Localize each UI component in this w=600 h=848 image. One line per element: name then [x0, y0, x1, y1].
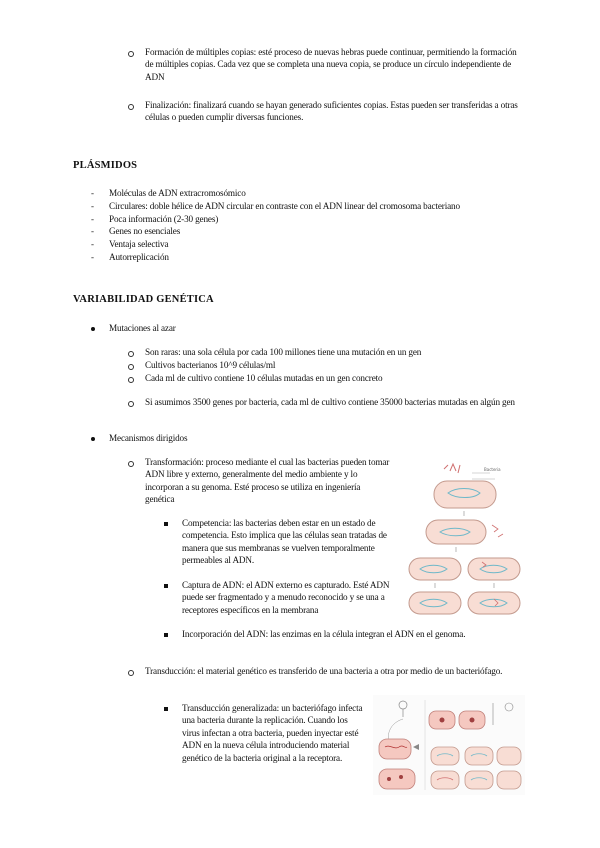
list-bullet-circle: [128, 104, 134, 110]
mutation-item: Cultivos bacterianos 10^9 células/ml: [145, 360, 276, 370]
list-bullet-dot: [91, 327, 95, 331]
plasmid-item: Moléculas de ADN extracromosómico: [109, 188, 246, 198]
transduction-figure: [373, 695, 525, 795]
list-bullet-square: [164, 522, 168, 526]
multiple-copies-paragraph: Formación de múltiples copias: esté proceso de nuevas hebras puede continuar, permitiendo la formación de múltiples copias. Cada vez que se completa una nueva copia, se produce un círculo independiente de ADN: [145, 47, 517, 82]
variability-heading: VARIABILIDAD GENÉTICA: [73, 294, 214, 305]
mutation-item: Son raras: una sola célula por cada 100 millones tiene una mutación en un gen: [145, 347, 422, 357]
list-bullet-circle: [128, 401, 134, 407]
transformation-paragraph: Transformación: proceso mediante el cual las bacterias pueden tomar ADN libre y externo, generalmente del medio ambiente y lo incorporan a su genoma. Esté proceso se utiliza en ingeniería genética: [145, 457, 390, 505]
mutation-item: Cada ml de cultivo contiene 10 células mutadas en un gen concreto: [145, 373, 383, 383]
list-bullet-circle: [128, 351, 134, 357]
mutation-item: Si asumimos 3500 genes por bacteria, cada ml de cultivo contiene 35000 bacterias mutadas en algún gen: [145, 397, 515, 407]
mutations-label: Mutaciones al azar: [109, 323, 176, 333]
dna-capture-step: Captura de ADN: el ADN externo es capturado. Esté ADN puede ser fragmentado y a menudo reconocido y se una a receptores específicos en la membrana: [182, 580, 390, 615]
list-bullet-square: [164, 633, 168, 637]
plasmid-item: Circulares: doble hélice de ADN circular en contraste con el ADN linear del cromosoma bacteriano: [109, 201, 460, 211]
svg-text:Bacteria: Bacteria: [484, 467, 501, 472]
list-bullet-circle: [128, 461, 134, 467]
list-bullet-circle: [128, 377, 134, 383]
list-bullet-circle: [128, 670, 134, 676]
directed-label: Mecanismos dirigidos: [109, 433, 188, 443]
list-bullet-dot: [91, 437, 95, 441]
competence-step: Competencia: las bacterias deben estar en un estado de competencia. Esto implica que las células sean tratadas de manera que sus membranas se vuelven temporalmente permeables al ADN.: [182, 518, 387, 566]
list-bullet-square: [164, 707, 168, 711]
transduction-paragraph: Transducción: el material genético es transferido de una bacteria a otra por medio de un bacteriófago.: [145, 666, 503, 676]
list-bullet-square: [164, 584, 168, 588]
list-bullet-circle: [128, 364, 134, 370]
generalized-transduction-step: Transducción generalizada: un bacteriófago infecta una bacteria durante la replicación. Cuando los virus infectan a otra bacteria, pueden inyectar esté ADN en la nueva célula introduciendo material genético de la bacteria original a la receptora.: [182, 703, 363, 763]
dna-incorporation-step: Incorporación del ADN: las enzimas en la célula integran el ADN en el genoma.: [182, 629, 466, 639]
list-bullet-circle: [128, 51, 134, 57]
plasmid-item: Autorreplicación: [109, 252, 169, 262]
plasmid-item: Ventaja selectiva: [109, 239, 169, 249]
transformation-figure: [400, 459, 525, 619]
plasmids-heading: PLÁSMIDOS: [73, 160, 138, 171]
plasmid-item: Genes no esenciales: [109, 226, 181, 236]
finalization-paragraph: Finalización: finalizará cuando se hayan generado suficientes copias. Estas pueden ser transferidas a otras células o pueden cumplir diversas funciones.: [145, 100, 518, 123]
plasmid-item: Poca información (2-30 genes): [109, 214, 219, 224]
